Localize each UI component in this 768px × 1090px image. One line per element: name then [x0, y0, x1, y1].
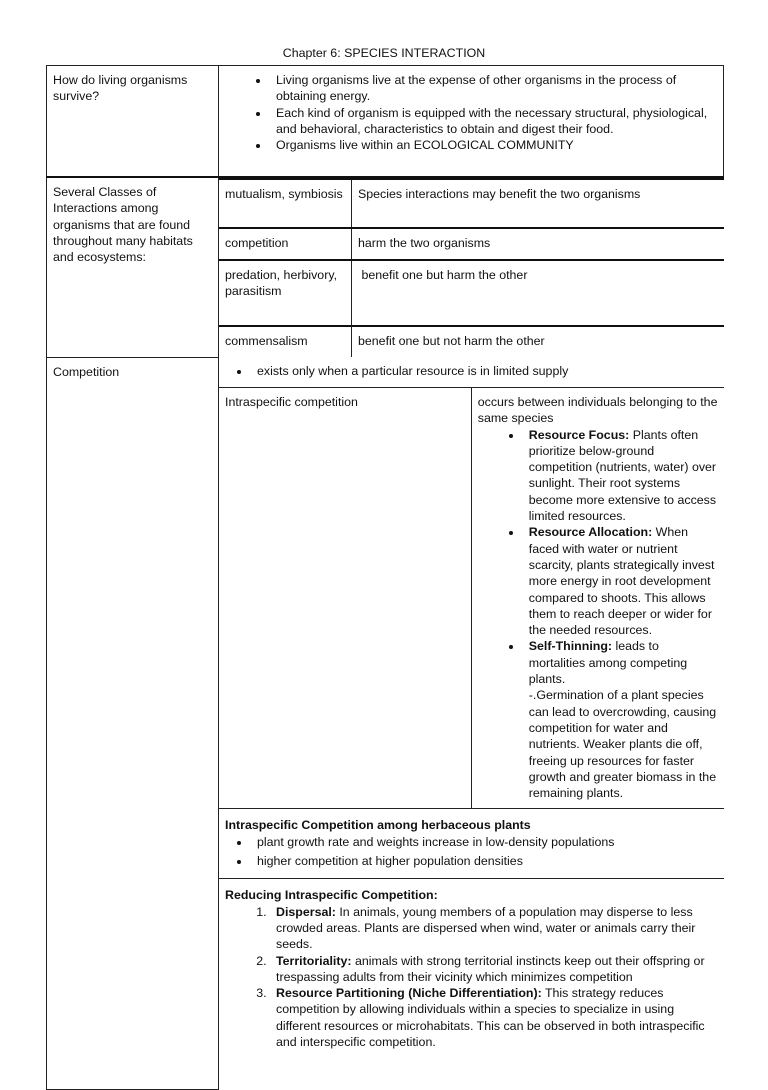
list-item: • exists only when a particular resource is in limited supply	[251, 363, 718, 379]
intraspecific-label: Intraspecific competition	[219, 388, 471, 809]
reducing-heading: Reducing Intraspecific Competition:	[225, 888, 438, 903]
table-row	[219, 879, 724, 1090]
list-item: • Living organisms live at the expense of other organisms in the process of obtaining energy.	[270, 72, 717, 105]
table-row	[219, 357, 724, 388]
item-text: When faced with water or nutrient scarcity, plants strategically invest more energy in root development compared to shoots. This allows them to reach deeper or wider for the needed resources.	[528, 525, 715, 638]
list-item	[523, 524, 718, 638]
item-text: This strategy reduces competition by allowing individuals within a species to specialize in using different resources or microhabitats. This can be observed in both intraspecific and interspecific competition.	[276, 986, 705, 1049]
intraspecific-list	[478, 427, 718, 802]
table-row	[219, 179, 724, 228]
item-term: Territoriality:	[276, 953, 352, 968]
table-row	[219, 260, 724, 326]
class-desc: benefit one but harm the other	[352, 260, 724, 326]
item-term: Dispersal:	[276, 904, 336, 919]
competition-bullet-cell	[219, 357, 724, 388]
row-content	[219, 357, 724, 1089]
class-name: mutualism, symbiosis	[219, 179, 352, 228]
class-desc: harm the two organisms	[352, 228, 724, 260]
class-name: predation, herbivory, parasitism	[219, 260, 352, 326]
list-item: • Organisms live within an ECOLOGICAL COMMUNITY	[270, 137, 717, 153]
herbaceous-list	[225, 834, 718, 870]
survival-list	[225, 72, 717, 153]
list-item	[270, 953, 718, 986]
intraspecific-content	[471, 388, 723, 809]
item-text: Plants often prioritize below-ground competition (nutrients, water) over sunlight. Their root systems become more extensive to access limited resources.	[528, 427, 717, 524]
table-row	[219, 326, 724, 357]
item-extra: -.Germination of a plant species can lead to overcrowding, causing competition for water and nutrients. Weaker plants die off, freeing up resources for faster growth and greater biomass in the remaining plants.	[528, 688, 717, 801]
item-term: Resource Allocation:	[528, 525, 653, 540]
notes-table	[46, 65, 724, 1090]
item-term: Self-Thinning:	[528, 639, 613, 654]
competition-list	[225, 363, 718, 379]
class-name: commensalism	[219, 326, 352, 357]
item-text: In animals, young members of a population may disperse to less crowded areas. Plants are dispersed when wind, water or animals carry their seeds.	[276, 904, 696, 952]
interaction-classes-table	[219, 178, 724, 357]
list-item	[523, 638, 718, 801]
herbaceous-heading: Intraspecific Competition among herbaceous plants	[225, 818, 531, 833]
class-name: competition	[219, 228, 352, 260]
competition-table	[219, 357, 724, 1089]
reducing-cell	[219, 879, 724, 1090]
row-label: Competition	[47, 357, 219, 1089]
table-row	[219, 228, 724, 260]
table-row	[219, 809, 724, 879]
herbaceous-cell	[219, 809, 724, 879]
page-title: Chapter 6: SPECIES INTERACTION	[282, 46, 486, 60]
table-row	[47, 357, 724, 1089]
intraspecific-intro: occurs between individuals belonging to the same species	[477, 395, 718, 426]
class-desc: Species interactions may benefit the two organisms	[352, 179, 724, 228]
list-item	[523, 427, 718, 525]
list-item	[270, 904, 718, 953]
item-text: leads to mortalities among competing plants.	[528, 639, 688, 687]
reducing-list	[225, 904, 718, 1051]
class-desc: benefit one but not harm the other	[352, 326, 724, 357]
list-item: • plant growth rate and weights increase in low-density populations	[251, 834, 718, 850]
list-item: • higher competition at higher population densities	[251, 853, 718, 869]
table-row	[47, 66, 724, 178]
item-term: Resource Partitioning (Niche Differentiation):	[276, 986, 542, 1001]
list-item	[270, 985, 718, 1050]
row-label: Several Classes of Interactions among organisms that are found throughout many habitats and ecosystems:	[47, 177, 219, 357]
row-content	[219, 177, 724, 357]
item-term: Resource Focus:	[528, 427, 630, 442]
table-row	[47, 177, 724, 357]
table-row	[219, 388, 724, 809]
row-label: How do living organisms survive?	[47, 66, 219, 178]
list-item: • Each kind of organism is equipped with the necessary structural, physiological, and behavioral, characteristics to obtain and digest their food.	[270, 105, 717, 138]
row-content	[219, 66, 724, 178]
item-text: animals with strong territorial instincts keep out their offspring or trespassing adults from their vicinity which minimizes competition	[276, 953, 705, 984]
